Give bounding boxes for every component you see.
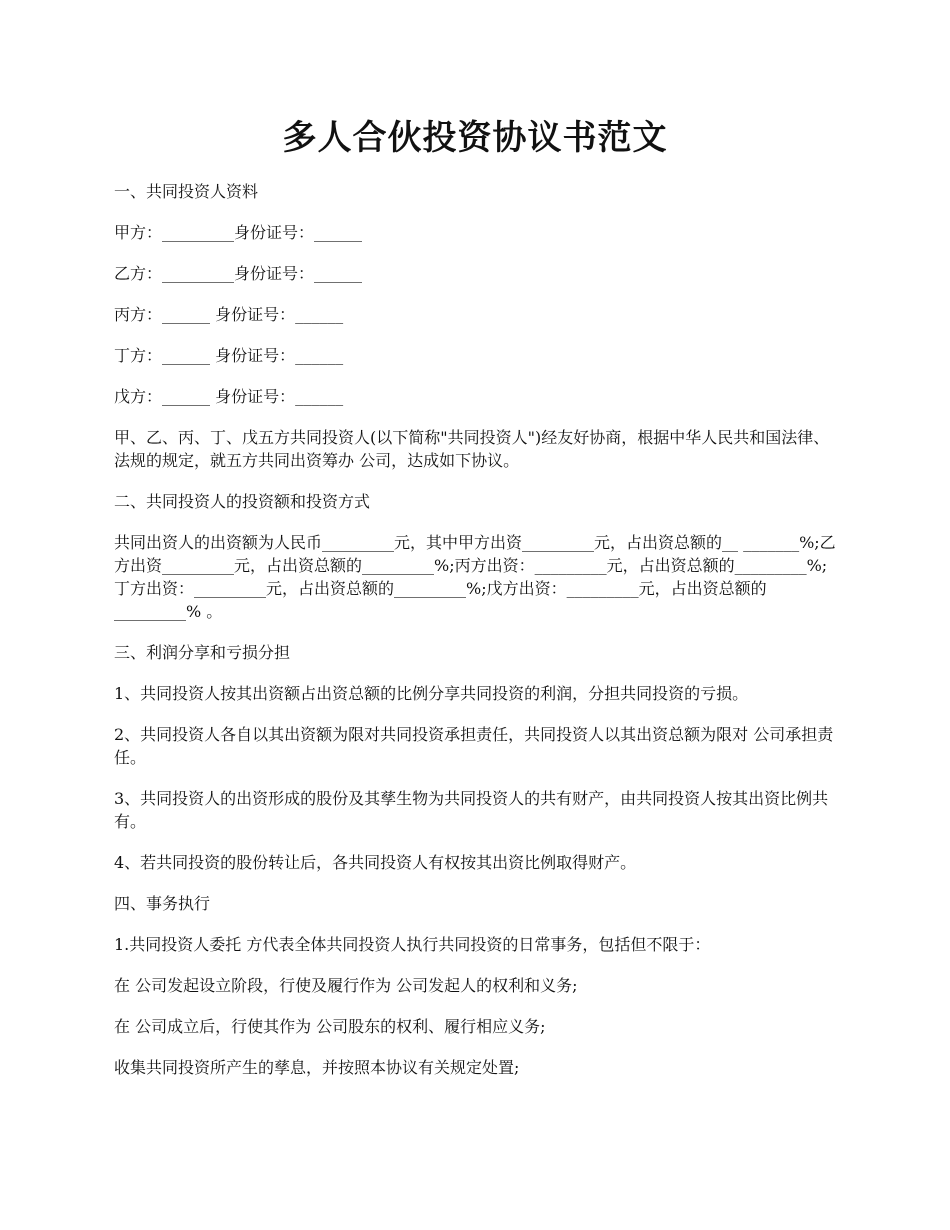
preamble-paragraph: 甲、乙、丙、丁、戊五方共同投资人(以下简称"共同投资人")经友好协商，根据中华人民共和国法律、法规的规定，就五方共同出资筹办 公司，达成如下协议。 bbox=[114, 428, 830, 470]
section-heading-3: 三、利润分享和亏损分担 bbox=[114, 643, 291, 662]
section-heading-2: 二、共同投资人的投资额和投资方式 bbox=[114, 492, 371, 511]
section-heading-1: 一、共同投资人资料 bbox=[114, 182, 259, 201]
investment-amount-paragraph: 共同出资人的出资额为人民币_________元，其中甲方出资_________元，占出资总额的__ _______%;乙方出资_________元，占出资总额的_________%;丙方出资：_________元，占出资总额的_________%;丁方出资：_________元，占出资总额的_________%;戊方出资：_________元，占出资总额的_________% 。 bbox=[114, 533, 836, 621]
section-heading-4: 四、事务执行 bbox=[114, 894, 211, 913]
execution-clause-1: 1.共同投资人委托 方代表全体共同投资人执行共同投资的日常事务，包括但不限于： bbox=[114, 935, 711, 954]
party-b-line: 乙方：_________身份证号：______ bbox=[114, 264, 363, 283]
party-a-line: 甲方：_________身份证号：______ bbox=[114, 223, 363, 242]
profit-clause-2: 2、共同投资人各自以其出资额为限对共同投资承担责任，共同投资人以其出资总额为限对 公司承担责任。 bbox=[114, 725, 834, 767]
execution-item-2: 在 公司成立后，行使其作为 公司股东的权利、履行相应义务; bbox=[114, 1017, 546, 1036]
party-e-line: 戊方：______ 身份证号：______ bbox=[114, 387, 344, 406]
profit-clause-4: 4、若共同投资的股份转让后，各共同投资人有权按其出资比例取得财产。 bbox=[114, 853, 637, 872]
execution-item-1: 在 公司发起设立阶段，行使及履行作为 公司发起人的权利和义务; bbox=[114, 976, 578, 995]
party-d-line: 丁方：______ 身份证号：______ bbox=[114, 346, 344, 365]
profit-clause-3: 3、共同投资人的出资形成的股份及其孳生物为共同投资人的共有财产，由共同投资人按其出资比例共有。 bbox=[114, 789, 829, 831]
profit-clause-1: 1、共同投资人按其出资额占出资总额的比例分享共同投资的利润，分担共同投资的亏损。 bbox=[114, 684, 749, 703]
document-body bbox=[114, 180, 840, 1097]
party-c-line: 丙方：______ 身份证号：______ bbox=[114, 305, 344, 324]
document-title: 多人合伙投资协议书范文 bbox=[282, 118, 668, 158]
execution-item-3: 收集共同投资所产生的孳息，并按照本协议有关规定处置; bbox=[114, 1058, 520, 1077]
